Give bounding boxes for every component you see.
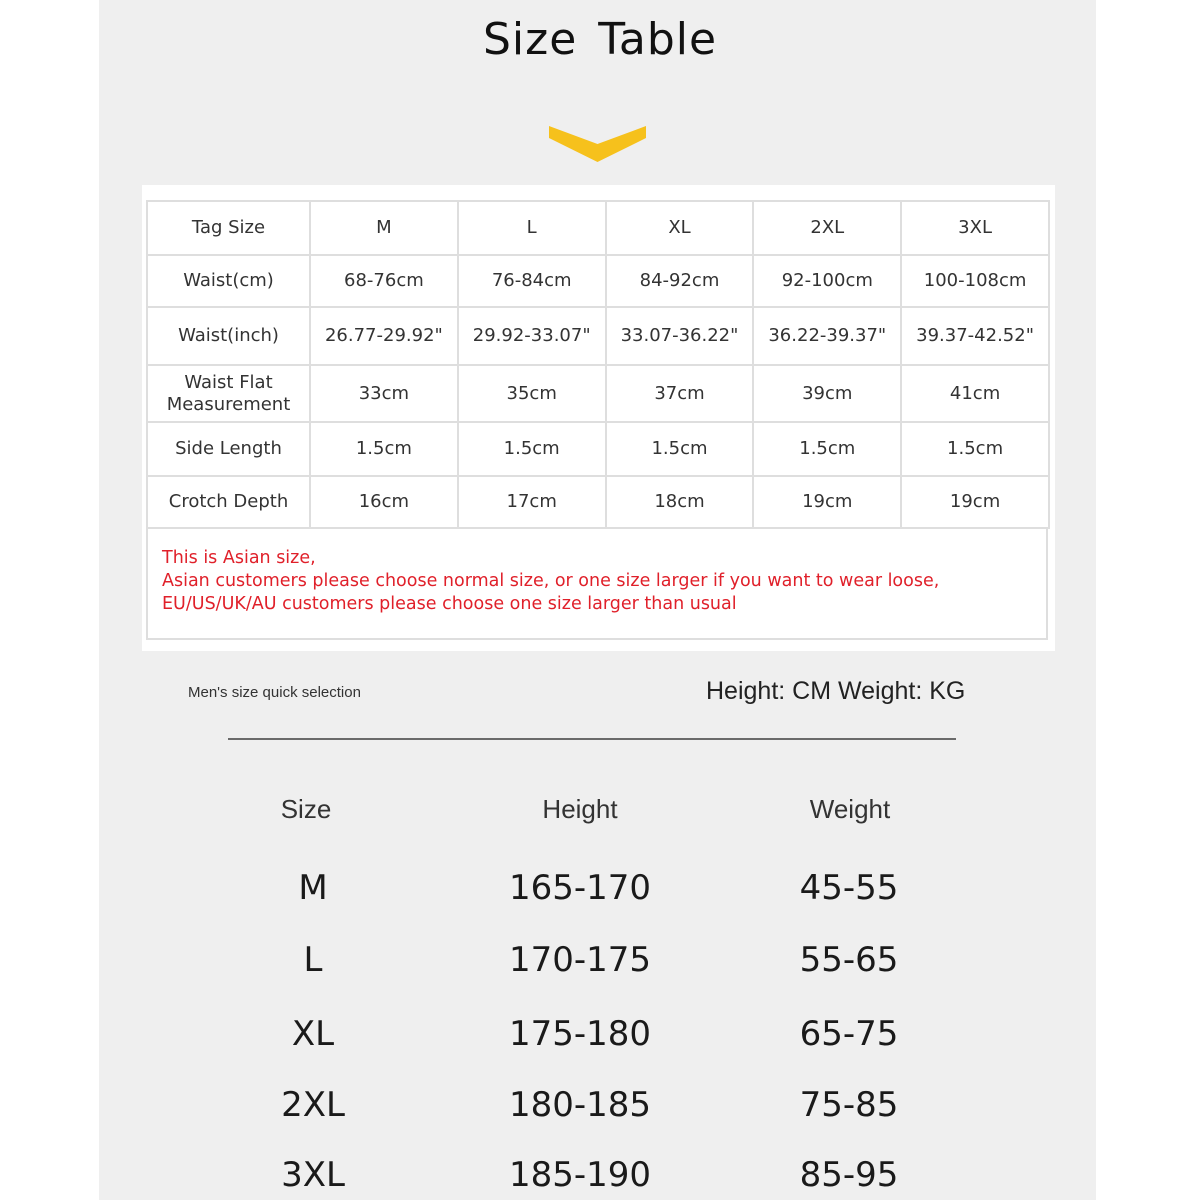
table-cell: 19cm bbox=[901, 476, 1049, 528]
table-cell: 37cm bbox=[606, 365, 754, 422]
units-label: Height: CM Weight: KG bbox=[706, 677, 966, 705]
quick-row-cell: 180-185 bbox=[508, 1085, 652, 1125]
row-label-cell: Waist(inch) bbox=[147, 307, 310, 365]
table-cell: XL bbox=[606, 201, 754, 255]
quick-row-cell: 45-55 bbox=[799, 868, 899, 908]
table-cell: 16cm bbox=[310, 476, 458, 528]
table-cell: 92-100cm bbox=[753, 255, 901, 307]
quick-row-cell: 55-65 bbox=[799, 940, 899, 980]
table-cell: 19cm bbox=[753, 476, 901, 528]
quick-row-cell: L bbox=[303, 940, 323, 980]
table-cell: 2XL bbox=[753, 201, 901, 255]
size-note-line: EU/US/UK/AU customers please choose one size larger than usual bbox=[162, 594, 737, 614]
quick-column-header: Height bbox=[542, 794, 618, 824]
table-cell: 100-108cm bbox=[901, 255, 1049, 307]
table-cell: 39.37-42.52" bbox=[901, 307, 1049, 365]
table-cell: 35cm bbox=[458, 365, 606, 422]
quick-column-header: Size bbox=[280, 794, 332, 824]
table-cell: 18cm bbox=[606, 476, 754, 528]
table-cell: 3XL bbox=[901, 201, 1049, 255]
table-cell: 26.77-29.92" bbox=[310, 307, 458, 365]
table-cell: 1.5cm bbox=[606, 422, 754, 476]
quick-row-cell: XL bbox=[291, 1014, 335, 1054]
table-cell: M bbox=[310, 201, 458, 255]
size-note-line: This is Asian size, bbox=[162, 548, 316, 568]
quick-row-cell: 3XL bbox=[281, 1155, 345, 1195]
row-label-cell: Waist Flat Measurement bbox=[147, 365, 310, 422]
quick-row-cell: 85-95 bbox=[799, 1155, 899, 1195]
table-cell: 1.5cm bbox=[458, 422, 606, 476]
quick-selection-label: Men's size quick selection bbox=[188, 684, 361, 701]
table-cell: 33cm bbox=[310, 365, 458, 422]
size-note-line: Asian customers please choose normal size, or one size larger if you want to wear loose, bbox=[162, 571, 940, 591]
quick-row-cell: M bbox=[298, 868, 328, 908]
quick-row-cell: 2XL bbox=[281, 1085, 345, 1125]
table-cell: 41cm bbox=[901, 365, 1049, 422]
page-title: Size Table bbox=[482, 14, 718, 65]
row-label-cell: Crotch Depth bbox=[147, 476, 310, 528]
quick-row-cell: 175-180 bbox=[508, 1014, 652, 1054]
table-cell: 29.92-33.07" bbox=[458, 307, 606, 365]
row-label-cell: Waist(cm) bbox=[147, 255, 310, 307]
quick-row-cell: 170-175 bbox=[508, 940, 652, 980]
table-cell: 36.22-39.37" bbox=[753, 307, 901, 365]
quick-row-cell: 75-85 bbox=[799, 1085, 899, 1125]
quick-row-cell: 185-190 bbox=[508, 1155, 652, 1195]
table-cell: 76-84cm bbox=[458, 255, 606, 307]
row-label-cell: Tag Size bbox=[147, 201, 310, 255]
table-cell: 33.07-36.22" bbox=[606, 307, 754, 365]
quick-row-cell: 165-170 bbox=[508, 868, 652, 908]
table-cell: 1.5cm bbox=[753, 422, 901, 476]
table-cell: 39cm bbox=[753, 365, 901, 422]
table-cell: 68-76cm bbox=[310, 255, 458, 307]
table-cell: 1.5cm bbox=[310, 422, 458, 476]
table-cell: L bbox=[458, 201, 606, 255]
quick-row-cell: 65-75 bbox=[799, 1014, 899, 1054]
row-label-cell: Side Length bbox=[147, 422, 310, 476]
table-cell: 17cm bbox=[458, 476, 606, 528]
table-cell: 1.5cm bbox=[901, 422, 1049, 476]
table-cell: 84-92cm bbox=[606, 255, 754, 307]
quick-column-header: Weight bbox=[809, 794, 891, 824]
